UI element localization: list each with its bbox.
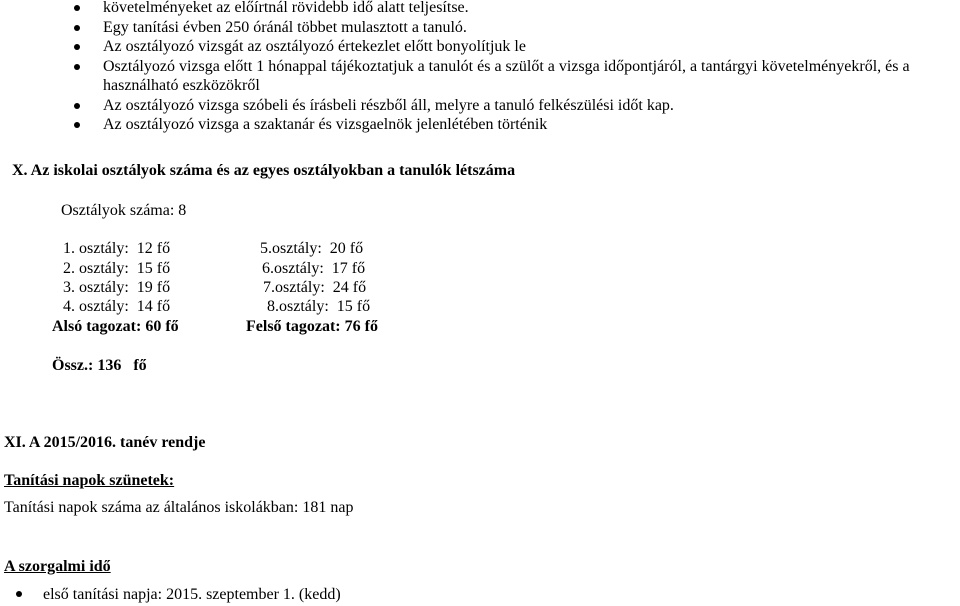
list-item: Az osztályozó vizsga a szaktanár és vizsgaelnök jelenlétében történik [0,115,960,135]
section-xi-heading: XI. A 2015/2016. tanév rendje [4,434,206,451]
list-item: Az osztályozó vizsgát az osztályozó értekezlet előtt bonyolítjuk le [0,37,960,57]
exam-rules-list [0,0,960,135]
term-heading: A szorgalmi idő [4,558,111,575]
table-row: 3. osztály: 19 fő [63,279,171,296]
section-x-heading: X. Az iskolai osztályok száma és az egyes osztályokban a tanulók létszáma [12,162,516,179]
bullet-icon [74,5,80,11]
table-row: 7.osztály: 24 fő [263,279,367,296]
bullet-icon [74,44,80,50]
grand-total: Össz.: 136 fő [52,357,147,374]
list-item: Az osztályozó vizsga szóbeli és írásbeli részből áll, melyre a tanuló felkészülési időt kap. [0,96,960,116]
list-item: követelményeket az előírtnál rövidebb idő alatt teljesítse. [0,0,960,18]
bullet-icon [74,25,80,31]
list-item: Osztályozó vizsga előtt 1 hónappal tájékoztatjuk a tanulót és a szülőt a vizsga időpontjáról, a tantárgyi követelményekről, és a használható eszközökről [0,57,960,95]
table-row: 2. osztály: 15 fő [63,260,171,277]
bullet-icon [74,122,80,128]
class-count: Osztályok száma: 8 [61,202,187,219]
table-row: 8.osztály: 15 fő [267,298,371,315]
bullet-icon [16,591,22,597]
upper-total: Felső tagozat: 76 fő [246,318,378,335]
first-day-text: első tanítási napja: 2015. szeptember 1. (kedd) [43,586,341,603]
list-item: Egy tanítási évben 250 óránál többet mulasztott a tanuló. [0,18,960,38]
table-row: 4. osztály: 14 fő [63,298,171,315]
school-days-text: Tanítási napok száma az általános iskolákban: 181 nap [4,499,354,516]
table-row: 5.osztály: 20 fő [260,240,364,257]
lower-total: Alsó tagozat: 60 fő [52,318,179,335]
breaks-heading: Tanítási napok szünetek: [4,472,175,489]
bullet-icon [74,64,80,70]
table-row: 1. osztály: 12 fő [63,240,171,257]
table-row: 6.osztály: 17 fő [262,260,366,277]
bullet-icon [74,103,80,109]
